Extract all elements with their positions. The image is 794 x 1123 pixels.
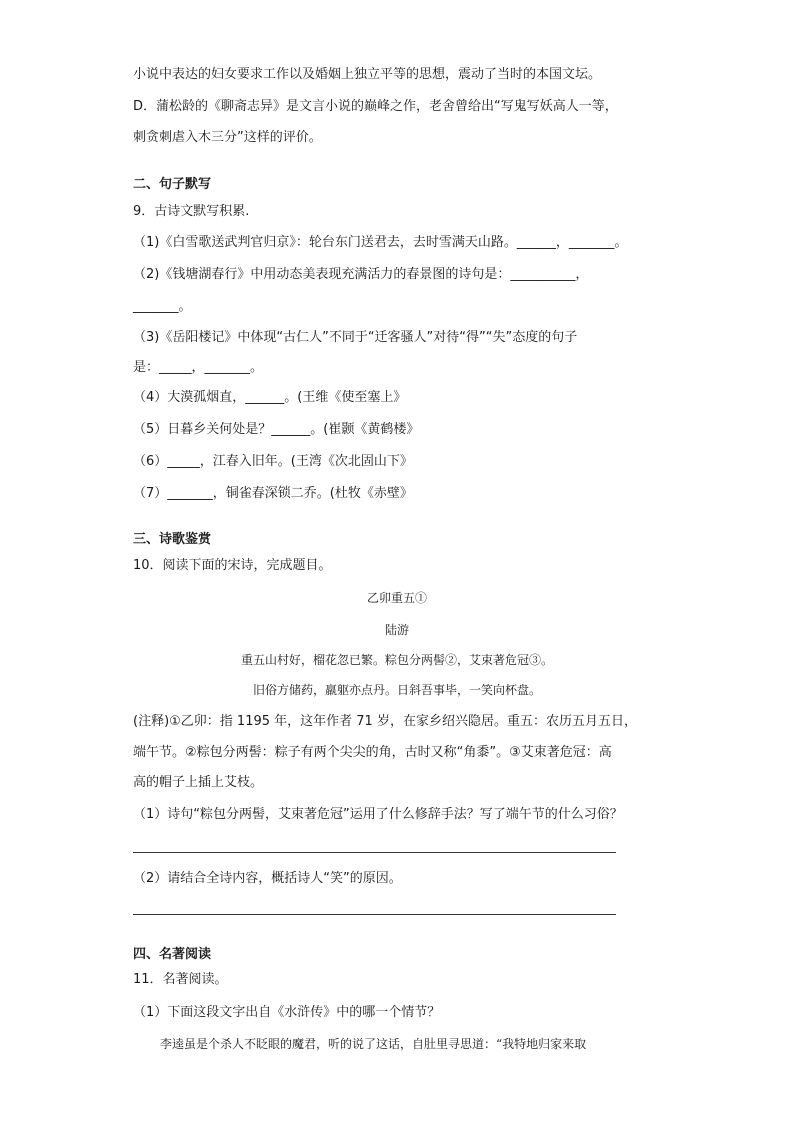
- option-d-line: D．蒲松龄的《聊斋志异》是文言小说的巅峰之作，老舍曾给出“写鬼写妖高人一等，: [133, 99, 618, 114]
- q11-sub-1: （1）下面这段文字出自《水浒传》中的哪一个情节？: [133, 1005, 441, 1020]
- poem-line: 重五山村好，榴花忽已繁。粽包分两髻②，艾束著危冠③。: [240, 653, 553, 667]
- section-heading-2: 二、句子默写: [133, 177, 212, 192]
- q10-sub-2: （2）请结合全诗内容，概括诗人“笑”的原因。: [133, 871, 402, 886]
- poem-notes-line: 端午节。②粽包分两髻：粽子有两个尖尖的角，古时又称“角黍”。③艾束著危冠：高: [133, 745, 612, 760]
- q9-item-6: （6）_____，江春入旧年。(王湾《次北固山下》: [133, 454, 413, 469]
- paragraph-line: 小说中表达的妇女要求工作以及婚姻上独立平等的思想，震动了当时的本国文坛。: [133, 67, 602, 82]
- q9-item-3: （3)《岳阳楼记》中体现“古仁人”不同于“迁客骚人”对待“得”“失”态度的句子: [133, 330, 578, 345]
- q9-item-2-cont: _______。: [133, 299, 192, 314]
- poem-notes-line: 高的帽子上插上艾枝。: [133, 775, 264, 790]
- poem-line: 旧俗方储药，羸躯亦点丹。日斜吾事毕，一笑向杯盘。: [252, 683, 541, 697]
- q9-item-2: （2)《钱塘湖春行》中用动态美表现充满活力的春景图的诗句是：__________，: [133, 267, 589, 282]
- section-heading-3: 三、诗歌鉴赏: [133, 532, 212, 547]
- poem-title: 乙卯重五①: [366, 591, 427, 605]
- question-11-title: 11．名著阅读。: [133, 972, 228, 987]
- q10-sub-1: （1）诗句“粽包分两髻，艾束著危冠”运用了什么修辞手法？写了端午节的什么习俗？: [133, 807, 623, 822]
- paragraph-line: 刺贪刺虐入木三分”这样的评价。: [133, 130, 322, 145]
- q9-item-1: （1)《白雪歌送武判官归京》：轮台东门送君去，去时雪满天山路。______，_______。: [133, 235, 628, 250]
- q9-item-5: （5）日暮乡关何处是？______。(崔颢《黄鹤楼》: [133, 422, 420, 437]
- q9-item-7: （7）_______，铜雀春深锁二乔。(杜牧《赤壁》: [133, 486, 413, 501]
- section-heading-4: 四、名著阅读: [133, 947, 212, 962]
- question-9-title: 9．古诗文默写积累.: [133, 204, 250, 219]
- novel-excerpt: 李逵虽是个杀人不眨眼的魔君，听的说了这话，自肚里寻思道：“我特地归家来取: [160, 1037, 587, 1051]
- q9-item-4: （4）大漠孤烟直，______。(王维《使至塞上》: [133, 390, 407, 405]
- poem-author: 陆游: [384, 623, 409, 637]
- question-10-title: 10．阅读下面的宋诗，完成题目。: [133, 558, 332, 573]
- poem-notes-line: (注释)①乙卯：指 1195 年，这年作者 71 岁，在家乡绍兴隐居。重五：农历五月五日，: [133, 714, 637, 729]
- q9-item-3-cont: 是：_____，_______。: [133, 360, 264, 375]
- answer-line[interactable]: [133, 852, 616, 853]
- answer-line[interactable]: [133, 914, 616, 915]
